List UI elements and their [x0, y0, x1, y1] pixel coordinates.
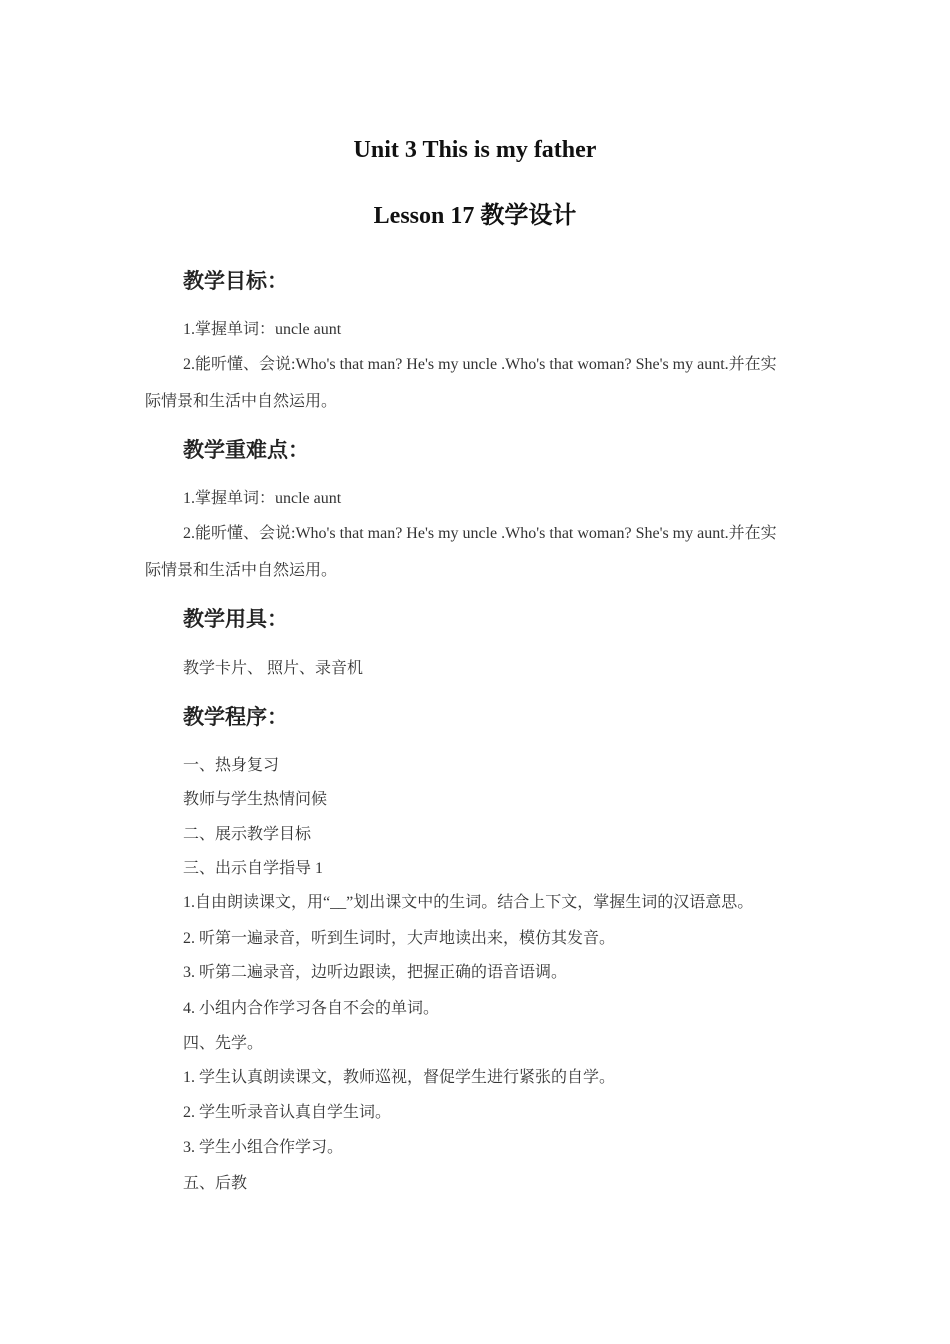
procedure-heading: 教学程序：	[183, 705, 288, 729]
tools-heading: 教学用具：	[183, 607, 288, 631]
objectives-item-2: 2.能听懂、会说:Who's that man? He's my uncle .Who's that woman? She's my aunt.并在实	[183, 356, 777, 373]
key-points-item-2: 2.能听懂、会说:Who's that man? He's my uncle .Who's that woman? She's my aunt.并在实	[183, 525, 777, 542]
procedure-line: 2. 听第一遍录音，听到生词时，大声地读出来，模仿其发音。	[183, 930, 616, 947]
procedure-line: 五、后教	[183, 1175, 248, 1192]
procedure-line: 三、出示自学指导 1	[183, 860, 324, 877]
objectives-item-2-continued: 际情景和生活中自然运用。	[145, 393, 338, 410]
key-points-heading: 教学重难点：	[183, 438, 309, 462]
procedure-line: 教师与学生热情问候	[183, 791, 328, 808]
lesson-title: Lesson 17 教学设计	[373, 203, 577, 229]
tools-text: 教学卡片、 照片、录音机	[183, 660, 364, 677]
procedure-line: 二、展示教学目标	[183, 826, 312, 843]
objectives-heading: 教学目标：	[183, 269, 288, 293]
procedure-line: 一、热身复习	[183, 757, 280, 774]
procedure-line: 3. 听第二遍录音，边听边跟读，把握正确的语音语调。	[183, 964, 568, 981]
procedure-line: 1.自由朗读课文，用“__”划出课文中的生词。结合上下文，掌握生词的汉语意思。	[183, 894, 754, 911]
procedure-line: 四、先学。	[183, 1035, 264, 1052]
procedure-line: 2. 学生听录音认真自学生词。	[183, 1104, 392, 1121]
procedure-line: 3. 学生小组合作学习。	[183, 1139, 344, 1156]
objectives-item-1: 1.掌握单词：uncle aunt	[183, 321, 342, 338]
procedure-line: 4. 小组内合作学习各自不会的单词。	[183, 1000, 440, 1017]
key-points-item-2-continued: 际情景和生活中自然运用。	[145, 562, 338, 579]
key-points-item-1: 1.掌握单词：uncle aunt	[183, 490, 342, 507]
unit-title: Unit 3 This is my father	[353, 137, 597, 163]
procedure-line: 1. 学生认真朗读课文，教师巡视，督促学生进行紧张的自学。	[183, 1069, 616, 1086]
